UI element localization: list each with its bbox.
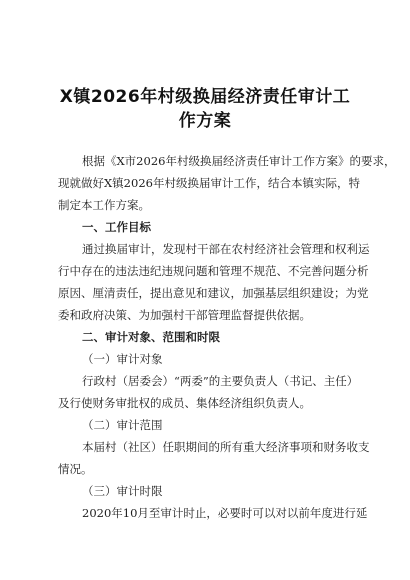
subsection-1-heading: （一）审计对象	[82, 352, 163, 366]
intro-line-2: 现就做好X镇2026年村级换届审计工作，结合本镇实际，特	[58, 176, 360, 190]
section-2-heading: 二、审计对象、范围和时限	[82, 330, 220, 344]
section-1-line-3: 原因、厘清责任，提出意见和建议，加强基层组织建设；为党	[58, 286, 369, 300]
subsection-1-line-2: 及行使财务审批权的成员、集体经济组织负责人。	[58, 396, 311, 410]
subsection-2-line-1: 本届村（社区）任职期间的所有重大经济事项和财务收支	[82, 440, 370, 454]
subsection-1-line-1: 行政村（居委会）“两委”的主要负责人（书记、主任）	[82, 374, 359, 388]
subsection-3-line-1: 2020年10月至审计时止，必要时可以对以前年度进行延	[82, 506, 368, 520]
section-1-heading: 一、工作目标	[82, 220, 151, 234]
document-title-line-1: X镇2026年村级换届经济责任审计工	[59, 87, 351, 107]
document-title-line-2: 作方案	[178, 111, 232, 131]
section-1-line-2: 行中存在的违法违纪违规问题和管理不规范、不完善问题分析	[58, 264, 369, 278]
subsection-2-heading: （二）审计范围	[82, 418, 163, 432]
subsection-2-line-2: 情况。	[58, 462, 93, 476]
section-1-line-4: 委和政府决策、为加强村干部管理监督提供依据。	[58, 308, 311, 322]
intro-line-1: 根据《X市2026年村级换届经济责任审计工作方案》的要求，	[82, 154, 396, 168]
subsection-3-heading: （三）审计时限	[82, 484, 163, 498]
section-1-line-1: 通过换届审计，发现村干部在农村经济社会管理和权利运	[82, 242, 370, 256]
intro-line-3: 制定本工作方案。	[58, 198, 150, 212]
